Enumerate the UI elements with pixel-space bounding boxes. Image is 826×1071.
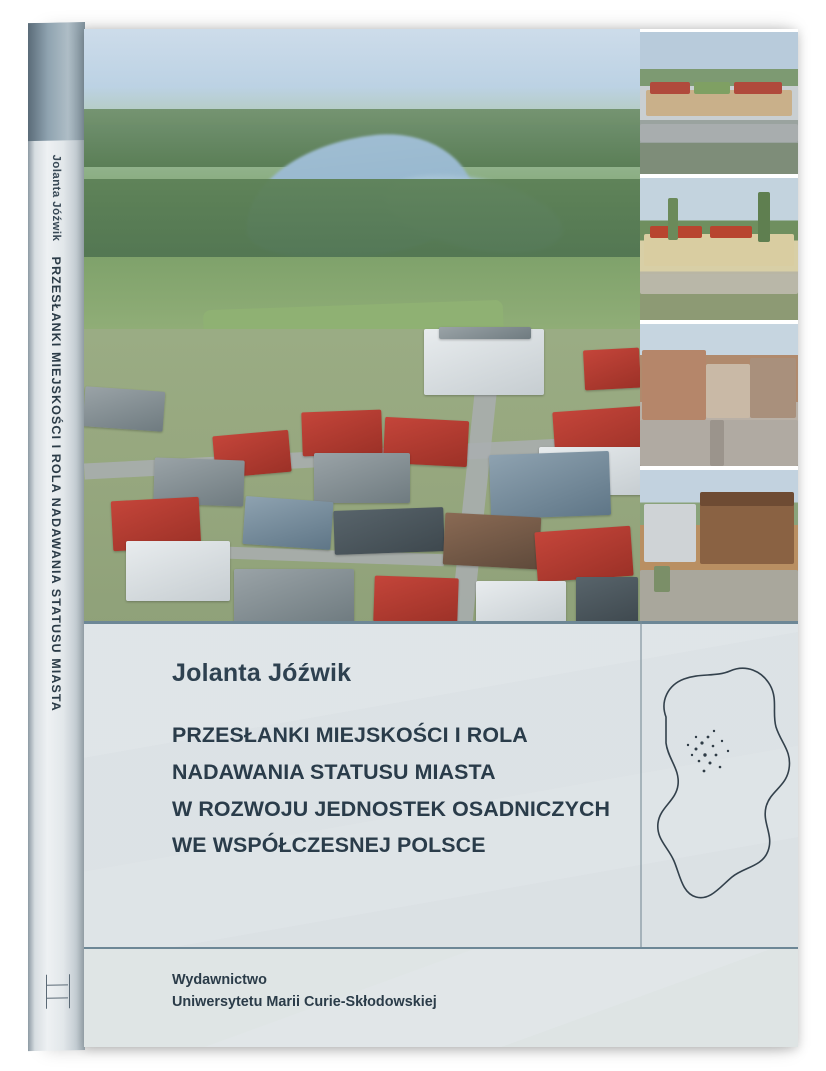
strip-photo-3	[640, 321, 798, 469]
publisher-band	[84, 947, 798, 1047]
publisher-line-2: Uniwersytetu Marii Curie-Skłodowskiej	[172, 994, 437, 1011]
cover-photo-aerial-town	[84, 29, 640, 629]
publisher-name	[172, 969, 437, 1014]
spine-top-photo-band	[28, 22, 85, 141]
spine-title: PRZESŁANKI MIEJSKOŚCI I ROLA NADAWANIA STATUSU MIASTA	[49, 256, 64, 712]
spine-author: Jolanta Jóźwik	[50, 154, 63, 242]
book-title-line-4: WE WSPÓŁCZESNEJ POLSCE	[172, 833, 486, 858]
book-title-line-2: NADAWANIA STATUSU MIASTA	[172, 759, 496, 784]
band-rule-top	[84, 621, 798, 624]
umcs-logo-icon	[46, 974, 70, 1008]
cover-photo-strip	[640, 29, 798, 629]
front-cover	[84, 29, 798, 1047]
strip-photo-1	[640, 29, 798, 177]
map-outline-graphic	[650, 651, 798, 911]
book-title-line-3: W ROZWOJU JEDNOSTEK OSADNICZYCH	[172, 796, 611, 821]
book-title-line-1: PRZESŁANKI MIEJSKOŚCI I ROLA	[172, 723, 528, 747]
strip-photo-2	[640, 175, 798, 323]
author-name: Jolanta Jóźwik	[172, 659, 352, 687]
book-title	[172, 717, 632, 864]
book-spine	[28, 22, 85, 1051]
band-rule-vertical	[640, 621, 642, 951]
strip-photo-4	[640, 467, 798, 635]
band-rule-bottom	[84, 947, 798, 949]
publisher-line-1: Wydawnictwo	[172, 972, 267, 988]
book-cover-mockup	[28, 22, 798, 1050]
